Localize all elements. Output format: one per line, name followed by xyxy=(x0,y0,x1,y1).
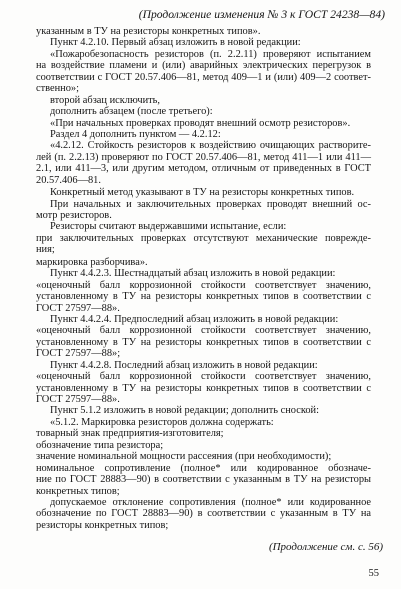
text-line: дополнить абзацем (после третьего): xyxy=(50,106,213,118)
document-body xyxy=(36,26,371,531)
text-line: ГОСТ 27597—88». xyxy=(36,394,120,405)
continuation-note: (Продолжение см. с. 56) xyxy=(268,541,383,553)
text-line: «4.2.12. Стойкость резисторов к воздействию очищающих растворите- xyxy=(50,140,371,152)
text-line: ние по ГОСТ 28883—90) в соответствии с указанным в ТУ на резисторы xyxy=(36,474,371,486)
text-line: допускаемое отклонение сопротивления (полное* или кодированное xyxy=(50,496,371,508)
text-line: резисторы конкретных типов; xyxy=(36,519,169,531)
text-line: ГОСТ 27597—88»; xyxy=(36,348,121,360)
text-line: Пункт 4.4.2.8. Последний абзац изложить в новой редакции: xyxy=(50,359,318,371)
text-line: Пункт 5.1.2 изложить в новой редакции; дополнить сноской: xyxy=(50,405,320,417)
text-line: обозначение типа резистора; xyxy=(36,439,164,451)
text-line: при заключительных проверках отсутствуют механические поврежде- xyxy=(36,232,371,244)
text-line: «При начальных проверках проводят внешний осмотр резисторов». xyxy=(50,117,351,129)
text-line: 2.1, или 411—3, или другим методом, отличным от приведенных в ГОСТ xyxy=(36,163,371,175)
text-line: При начальных и заключительных проверках проводят внешний ос- xyxy=(50,198,371,210)
text-line: Пункт 4.4.2.3. Шестнадцатый абзац изложить в новой редакции: xyxy=(50,268,336,280)
text-line: второй абзац исключить, xyxy=(50,94,161,106)
text-line: конкретных типов; xyxy=(36,485,120,497)
page-number: 55 xyxy=(368,568,379,579)
text-line: ния; xyxy=(36,244,55,256)
text-line: «оценочный балл коррозионной стойкости соответствует значению, xyxy=(36,325,371,337)
text-line: Пункт 4.2.10. Первый абзац изложить в новой редакции: xyxy=(50,37,301,49)
running-header: (Продолжение изменения № 3 к ГОСТ 24238—84) xyxy=(138,8,385,21)
text-line: мотр резисторов. xyxy=(36,210,112,221)
text-line: «5.1.2. Маркировка резисторов должна содержать: xyxy=(50,416,274,428)
text-line: указанным в ТУ на резисторы конкретных типов». xyxy=(36,26,261,37)
text-line: на воздействие пламени и (или) аварийных электрических перегрузок в xyxy=(36,60,371,72)
text-line: установленному в ТУ на резисторы конкретных типов в соответствии с xyxy=(36,291,371,303)
text-line: 20.57.406—81. xyxy=(36,174,101,186)
text-line: установленному в ТУ на резисторы конкретных типов в соответствии с xyxy=(36,382,371,394)
text-line: Пункт 4.4.2.4. Предпоследний абзац изложить в новой редакции: xyxy=(50,313,339,325)
text-line: установленному в ТУ на резисторы конкретных типов в соответствии с xyxy=(36,336,371,348)
text-line: соответствии с ГОСТ 20.57.406—81, метод 409—1 и (или) 409—2 соответ- xyxy=(36,71,371,83)
text-line: ственно»; xyxy=(36,83,80,95)
text-line: Раздел 4 дополнить пунктом — 4.2.12: xyxy=(50,128,221,140)
text-line: номинальное сопротивление (полное* или кодированное обозначе- xyxy=(36,462,371,474)
text-line: товарный знак предприятия-изготовителя; xyxy=(36,428,224,440)
text-line: Резисторы считают выдержавшими испытание, если: xyxy=(50,221,287,233)
text-line: маркировка разборчива». xyxy=(36,256,148,268)
text-line: обозначение по ГОСТ 28883—90) в соответствии с указанным в ТУ на xyxy=(36,508,371,520)
text-line: лей (п. 2.2.13) проверяют по ГОСТ 20.57.406—81, метод 411—1 или 411— xyxy=(36,151,371,163)
text-line: «оценочный балл коррозионной стойкости соответствует значению, xyxy=(36,279,371,291)
text-line: ГОСТ 27597—88». xyxy=(36,302,120,314)
text-line: «Пожаробезопасность резисторов (п. 2.2.11) проверяют испытанием xyxy=(50,48,371,60)
text-line: значение номинальной мощности рассеяния (при необходимости); xyxy=(36,451,332,463)
text-line: «оценочный балл коррозионной стойкости соответствует значению, xyxy=(36,371,371,383)
text-line: Конкретный метод указывают в ТУ на резисторы конкретных типов. xyxy=(50,187,355,199)
